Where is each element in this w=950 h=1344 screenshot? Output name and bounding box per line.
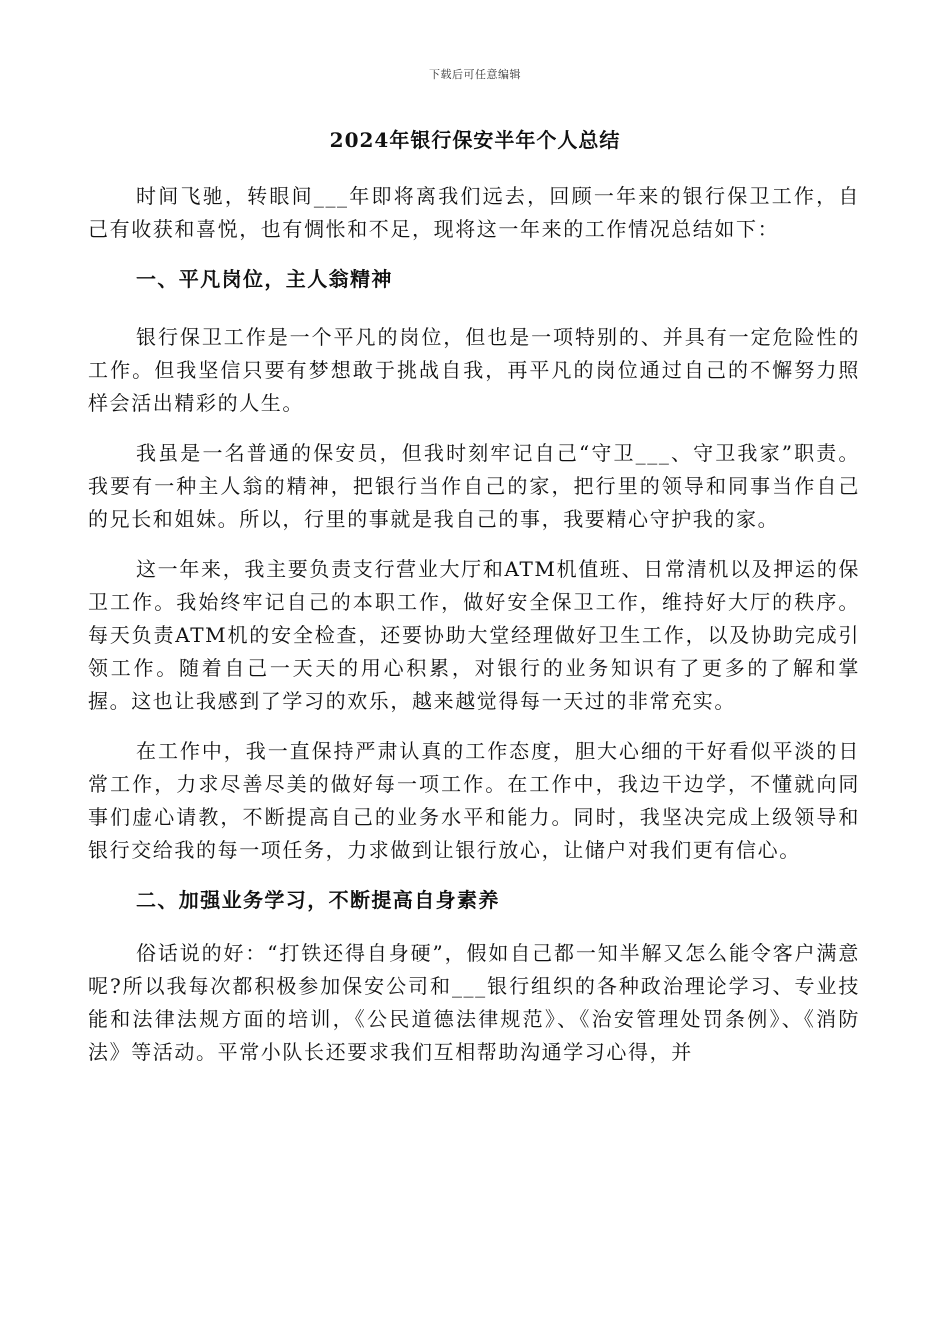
section-1-paragraph-1: 银行保卫工作是一个平凡的岗位，但也是一项特别的、并具有一定危险性的工作。但我坚信只要有梦想敢于挑战自我，再平凡的岗位通过自己的不懈努力照样会活出精彩的人生。 xyxy=(88,325,860,415)
header-note: 下载后可任意编辑 xyxy=(429,68,521,81)
section-2-heading: 二、加强业务学习，不断提高自身素养 xyxy=(136,888,500,912)
section-1-paragraph-3: 这一年来，我主要负责支行营业大厅和ATM机值班、日常清机以及押运的保卫工作。我始终牢记自己的本职工作，做好安全保卫工作，维持好大厅的秩序。每天负责ATM机的安全检查，还要协助大堂经理做好卫生工作，以及协助完成引领工作。随着自己一天天的用心积累，对银行的业务知识有了更多的了解和掌握。这也让我感到了学习的欢乐，越来越觉得每一天过的非常充实。 xyxy=(88,557,860,713)
document-body xyxy=(88,180,860,1086)
intro-paragraph: 时间飞驰，转眼间___年即将离我们远去，回顾一年来的银行保卫工作，自己有收获和喜悦，也有惆怅和不足，现将这一年来的工作情况总结如下： xyxy=(88,184,860,241)
section-1-heading: 一、平凡岗位，主人翁精神 xyxy=(136,267,393,291)
section-2-paragraph-1: 俗话说的好：“打铁还得自身硬”，假如自己都一知半解又怎么能令客户满意呢?所以我每次都积极参加保安公司和___银行组织的各种政治理论学习、专业技能和法律法规方面的培训，《公民道德法律规范》、《治安管理处罚条例》、《消防法》等活动。平常小队长还要求我们互相帮助沟通学习心得，并 xyxy=(88,941,860,1064)
section-1-paragraph-2: 我虽是一名普通的保安员，但我时刻牢记自己“守卫___、守卫我家”职责。我要有一种主人翁的精神，把银行当作自己的家，把行里的领导和同事当作自己的兄长和姐妹。所以，行里的事就是我自己的事，我要精心守护我的家。 xyxy=(88,441,860,531)
section-1-paragraph-4: 在工作中，我一直保持严肃认真的工作态度，胆大心细的干好看似平淡的日常工作，力求尽善尽美的做好每一项工作。在工作中，我边干边学，不懂就向同事们虚心请教，不断提高自己的业务水平和能力。同时，我坚决完成上级领导和银行交给我的每一项任务，力求做到让银行放心，让储户对我们更有信心。 xyxy=(88,739,860,862)
document-title: 2024年银行保安半年个人总结 xyxy=(329,128,621,152)
